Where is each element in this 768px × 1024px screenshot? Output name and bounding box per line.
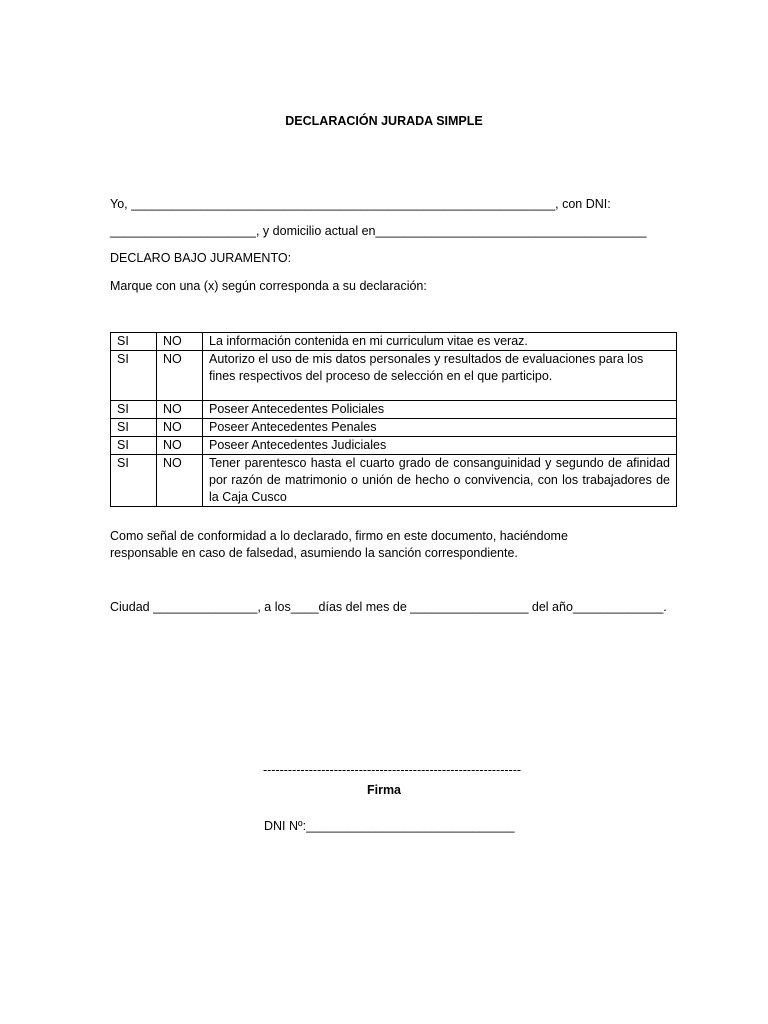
statement-cell: Autorizo el uso de mis datos personales y resultados de evaluaciones para los fines respectivos del proceso de selección en el que participo. <box>203 351 677 401</box>
declaration-heading: DECLARO BAJO JURAMENTO: <box>110 251 292 265</box>
si-cell: SI <box>111 419 157 437</box>
statement-cell: Poseer Antecedentes Policiales <box>203 401 677 419</box>
name-line: Yo, _____________________________________________________________, con DNI: <box>110 197 611 211</box>
city-date-line: Ciudad _______________, a los____días del mes de _________________ del año_____________. <box>110 600 667 614</box>
statement-cell: Poseer Antecedentes Penales <box>203 419 677 437</box>
statement-cell: La información contenida en mi curriculum vitae es veraz. <box>203 333 677 351</box>
address-line: _____________________, y domicilio actual en_______________________________________ <box>110 224 647 238</box>
no-cell: NO <box>157 437 203 455</box>
table-row <box>111 437 677 455</box>
si-cell: SI <box>111 333 157 351</box>
table-row <box>111 455 677 507</box>
no-cell: NO <box>157 401 203 419</box>
table-row <box>111 351 677 401</box>
dni-line: DNI Nº:______________________________ <box>264 819 515 833</box>
no-cell: NO <box>157 351 203 401</box>
no-cell: NO <box>157 333 203 351</box>
si-cell: SI <box>111 455 157 507</box>
statement-cell: Tener parentesco hasta el cuarto grado de consanguinidad y segundo de afinidad por razón de matrimonio o unión de hecho o convivencia, con los trabajadores de la Caja Cusco <box>203 455 677 507</box>
statement-cell: Poseer Antecedentes Judiciales <box>203 437 677 455</box>
signature-label: Firma <box>366 783 402 797</box>
si-cell: SI <box>111 401 157 419</box>
table-row <box>111 333 677 351</box>
instruction-line: Marque con una (x) según corresponda a su declaración: <box>110 279 427 293</box>
conformity-paragraph: Como señal de conformidad a lo declarado, firmo en este documento, haciéndome responsable en caso de falsedad, asumiendo la sanción correspondiente. <box>110 529 568 560</box>
declaration-table <box>110 332 677 507</box>
table-row <box>111 419 677 437</box>
no-cell: NO <box>157 419 203 437</box>
document-title: DECLARACIÓN JURADA SIMPLE <box>285 114 483 128</box>
si-cell: SI <box>111 437 157 455</box>
si-cell: SI <box>111 351 157 401</box>
table-row <box>111 401 677 419</box>
signature-line: -------------------------------------------------------------- <box>262 763 522 777</box>
no-cell: NO <box>157 455 203 507</box>
